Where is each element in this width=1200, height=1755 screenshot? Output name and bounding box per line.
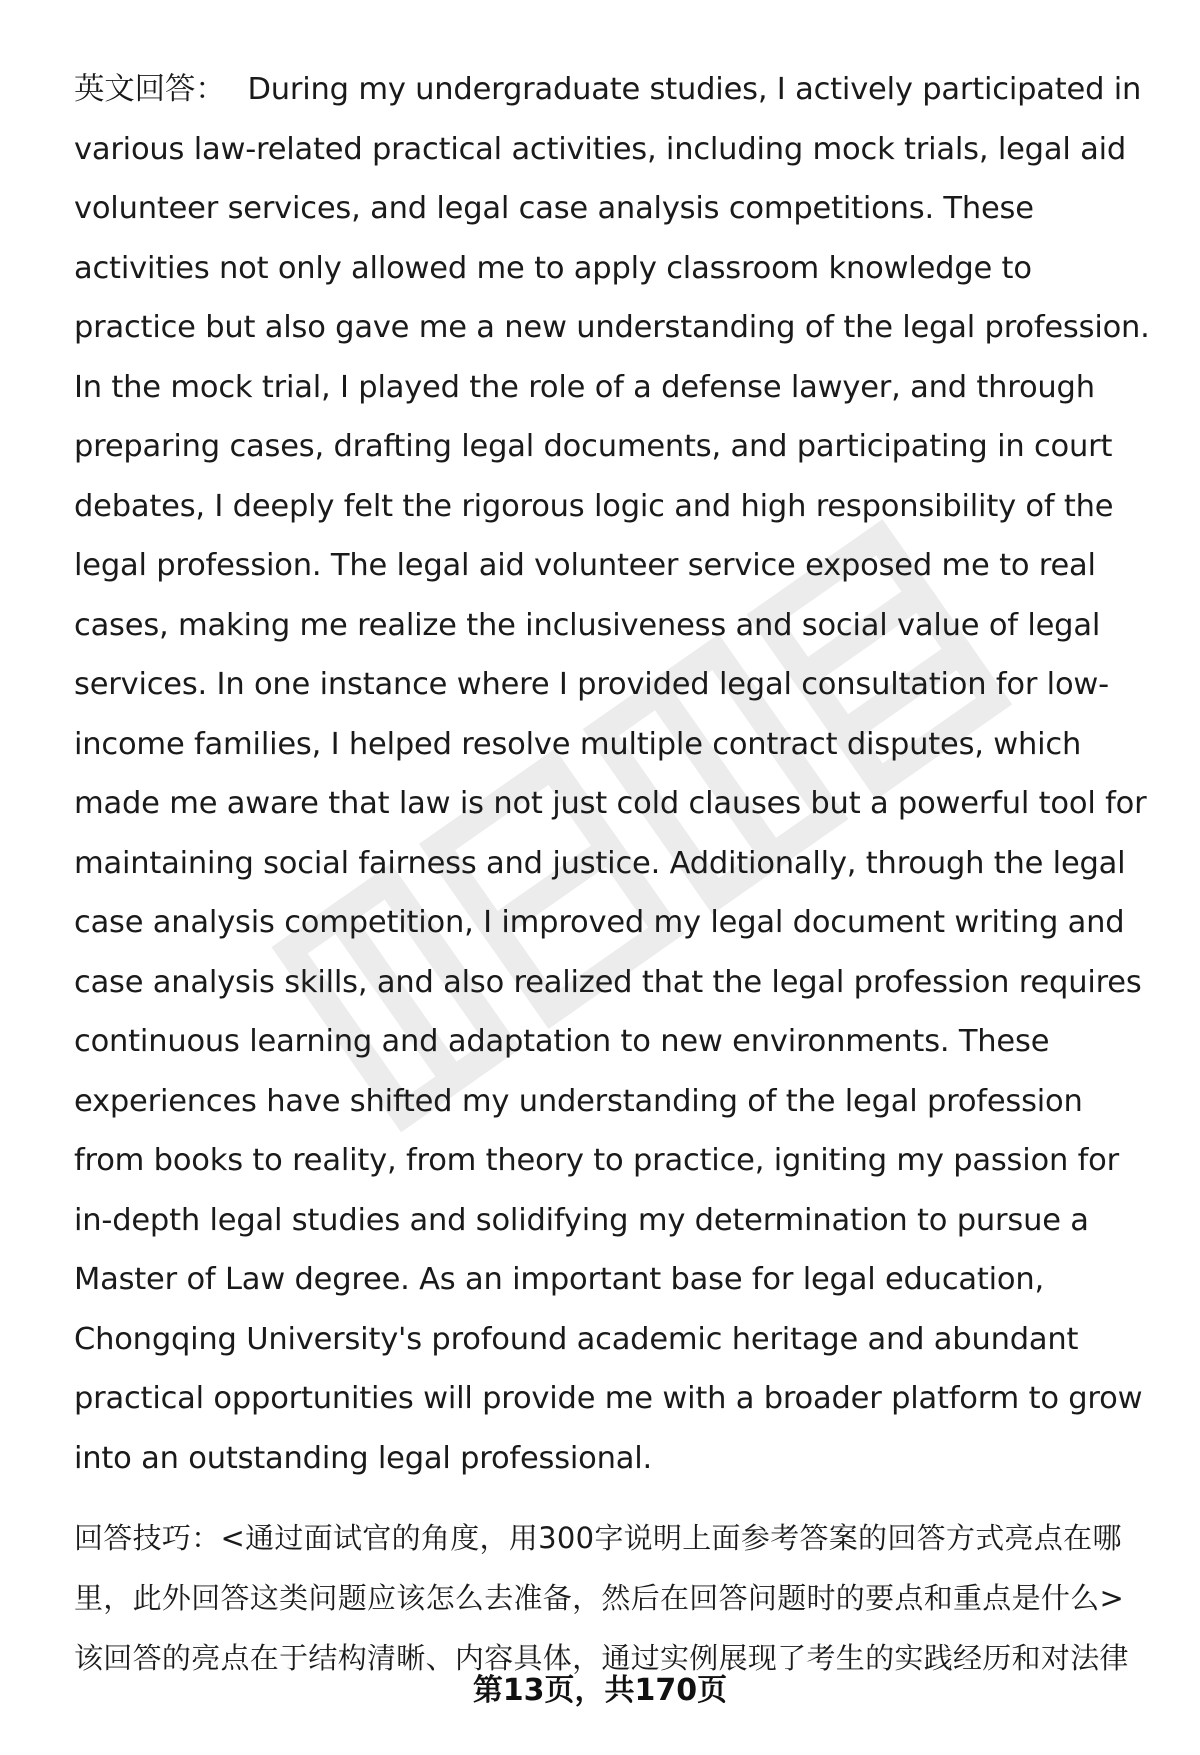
english-answer-paragraph — [74, 60, 1154, 1488]
tips-first-line: 该回答的亮点在于结构清晰、内容具体，通过实例展现了考生的实践经历和对法律 — [74, 1641, 1129, 1675]
page-content — [74, 60, 1154, 1688]
page-number: 第13页，共170页 — [472, 1673, 728, 1708]
tips-intro: 回答技巧：<通过面试官的角度，用300字说明上面参考答案的回答方式亮点在哪里，此外回答这类问题应该怎么去准备，然后在回答问题时的要点和重点是什么> — [74, 1521, 1125, 1615]
answer-text: During my undergraduate studies, I actively participated in various law-related practical activities, including mock trials, legal aid volunteer services, and legal case analysis competitions. These activities not only allowed me to apply classroom knowledge to practice but also gave me a new understanding of the legal profession. In the mock trial, I played the role of a defense lawyer, and through preparing cases, drafting legal documents, and participating in court debates, I deeply felt the rigorous logic and high responsibility of the legal profession. The legal aid volunteer service exposed me to real cases, making me realize the inclusiveness and social value of legal services. In one instance where I provided legal consultation for low-income families, I helped resolve multiple contract disputes, which made me aware that law is not just cold clauses but a powerful tool for maintaining social fairness and justice. Additionally, through the legal case analysis competition, I improved my legal document writing and case analysis skills, and also realized that the legal profession requires continuous learning and adaptation to new environments. These experiences have shifted my understanding of the legal profession from books to reality, from theory to practice, igniting my passion for in-depth legal studies and solidifying my determination to pursue a Master of Law degree. As an important base for legal education, Chongqing University's profound academic heritage and abundant practical opportunities will provide me with a broader platform to grow into an outstanding legal professional. — [74, 72, 1150, 1476]
answer-tips-section — [74, 1508, 1154, 1688]
answer-label: 英文回答： — [74, 72, 226, 107]
